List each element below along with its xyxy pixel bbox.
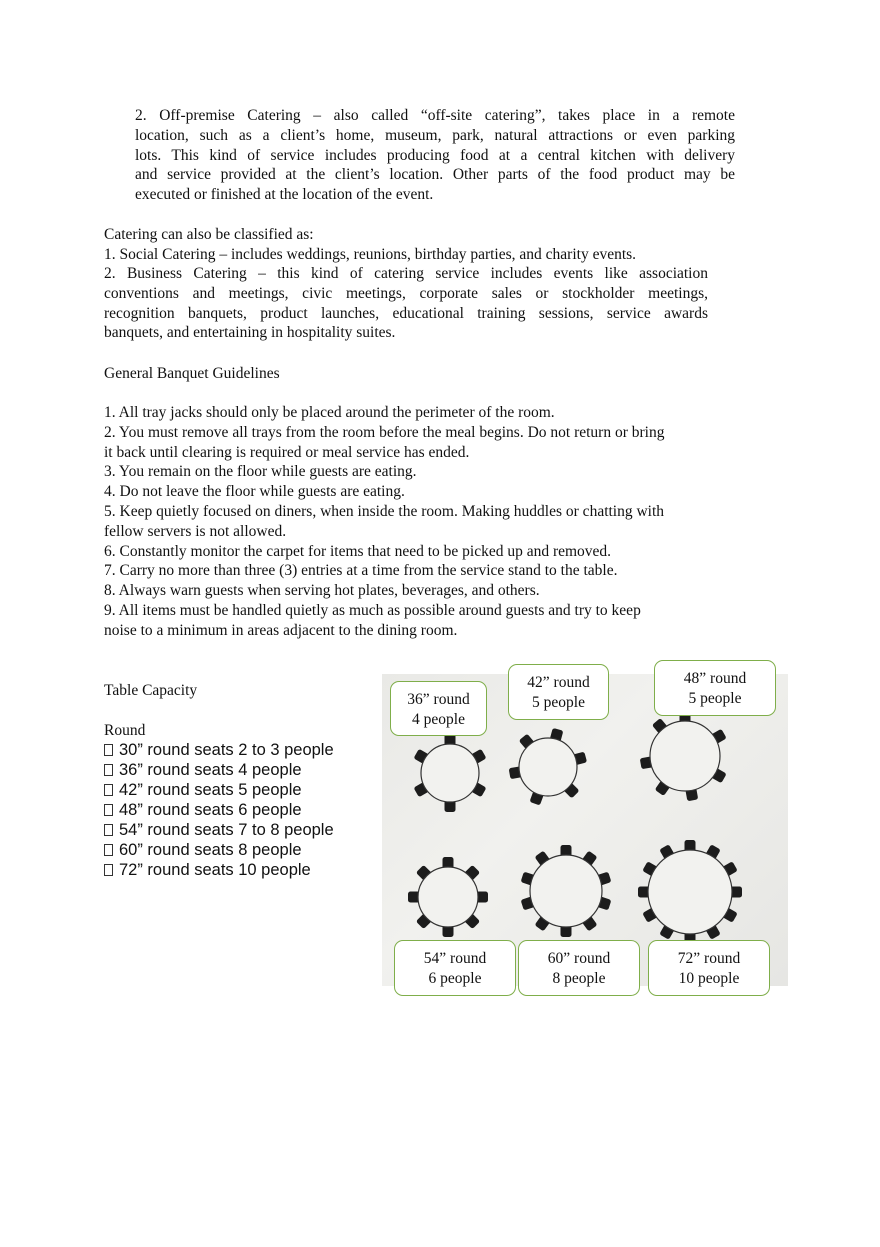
checkbox-bullet-icon bbox=[104, 784, 113, 796]
table-48 bbox=[640, 711, 727, 801]
table-54 bbox=[408, 857, 488, 937]
business-line: banquets, and entertaining in hospitality suites. bbox=[104, 324, 396, 342]
table-top-mark bbox=[418, 867, 478, 927]
social-catering-item: 1. Social Catering – includes weddings, reunions, birthday parties, and charity events. bbox=[104, 246, 637, 263]
off-premise-line: executed or finished at the location of the event. bbox=[135, 186, 434, 204]
round-subheading: Round bbox=[104, 722, 146, 739]
guideline-line: 8. Always warn guests when serving hot plates, beverages, and others. bbox=[104, 582, 540, 600]
table-72 bbox=[638, 840, 742, 944]
business-catering-item bbox=[104, 264, 708, 343]
business-line: 2. Business Catering – this kind of catering service includes events like association bbox=[104, 265, 708, 282]
off-premise-line: 2. Off-premise Catering – also called “off-site catering”, takes place in a remote bbox=[135, 107, 735, 124]
table-capacity-heading: Table Capacity bbox=[104, 682, 198, 699]
list-item: 72” round seats 10 people bbox=[104, 860, 334, 880]
guideline-line: 1. All tray jacks should only be placed around the perimeter of the room. bbox=[104, 404, 555, 421]
guideline-line: noise to a minimum in areas adjacent to the dining room. bbox=[104, 621, 458, 639]
label-54-round: 54” round 6 people bbox=[394, 940, 516, 996]
table-42 bbox=[509, 728, 587, 806]
guideline-line: 4. Do not leave the floor while guests are eating. bbox=[104, 483, 405, 501]
table-top-mark bbox=[421, 744, 479, 802]
list-item: 54” round seats 7 to 8 people bbox=[104, 820, 334, 840]
guideline-line: 9. All items must be handled quietly as much as possible around guests and try to keep bbox=[104, 601, 641, 619]
guideline-line: 7. Carry no more than three (3) entries at a time from the service stand to the table. bbox=[104, 562, 618, 580]
list-item: 48” round seats 6 people bbox=[104, 800, 334, 820]
guideline-line: fellow servers is not allowed. bbox=[104, 522, 287, 540]
guidelines-heading: General Banquet Guidelines bbox=[104, 365, 280, 382]
business-line: recognition banquets, product launches, educational training sessions, service awards bbox=[104, 304, 708, 322]
off-premise-line: lots. This kind of service includes producing food at a central kitchen with delivery bbox=[135, 146, 735, 164]
list-item: 60” round seats 8 people bbox=[104, 840, 334, 860]
label-42-round: 42” round 5 people bbox=[508, 664, 609, 720]
checkbox-bullet-icon bbox=[104, 804, 113, 816]
table-36 bbox=[413, 734, 486, 812]
guideline-line: 3. You remain on the floor while guests are eating. bbox=[104, 463, 417, 481]
checkbox-bullet-icon bbox=[104, 844, 113, 856]
table-top-mark bbox=[648, 850, 732, 934]
guideline-line: 2. You must remove all trays from the room before the meal begins. Do not return or bring bbox=[104, 423, 665, 441]
table-60 bbox=[521, 845, 612, 937]
off-premise-line: and service provided at the client’s location. Other parts of the food product may be bbox=[135, 166, 735, 184]
checkbox-bullet-icon bbox=[104, 764, 113, 776]
round-capacity-list bbox=[104, 740, 334, 880]
table-top-mark bbox=[650, 721, 720, 791]
checkbox-bullet-icon bbox=[104, 744, 113, 756]
off-premise-catering-paragraph bbox=[135, 106, 735, 205]
list-item: 36” round seats 4 people bbox=[104, 760, 334, 780]
table-top-mark bbox=[530, 855, 602, 927]
checkbox-bullet-icon bbox=[104, 824, 113, 836]
label-60-round: 60” round 8 people bbox=[518, 940, 640, 996]
business-line: conventions and meetings, civic meetings, corporate sales or stockholder meetings, bbox=[104, 284, 708, 302]
label-72-round: 72” round 10 people bbox=[648, 940, 770, 996]
list-item: 30” round seats 2 to 3 people bbox=[104, 740, 334, 760]
guideline-line: 6. Constantly monitor the carpet for items that need to be picked up and removed. bbox=[104, 542, 612, 560]
guideline-line: it back until clearing is required or meal service has ended. bbox=[104, 443, 470, 461]
off-premise-line: location, such as a client’s home, museum, park, natural attractions or even parking bbox=[135, 126, 735, 144]
classification-intro: Catering can also be classified as: bbox=[104, 226, 314, 243]
checkbox-bullet-icon bbox=[104, 864, 113, 876]
list-item: 42” round seats 5 people bbox=[104, 780, 334, 800]
guidelines-list bbox=[104, 403, 744, 641]
label-36-round: 36” round 4 people bbox=[390, 681, 487, 736]
table-top-mark bbox=[519, 738, 577, 796]
label-48-round: 48” round 5 people bbox=[654, 660, 776, 716]
guideline-line: 5. Keep quietly focused on diners, when inside the room. Making huddles or chatting with bbox=[104, 502, 665, 520]
